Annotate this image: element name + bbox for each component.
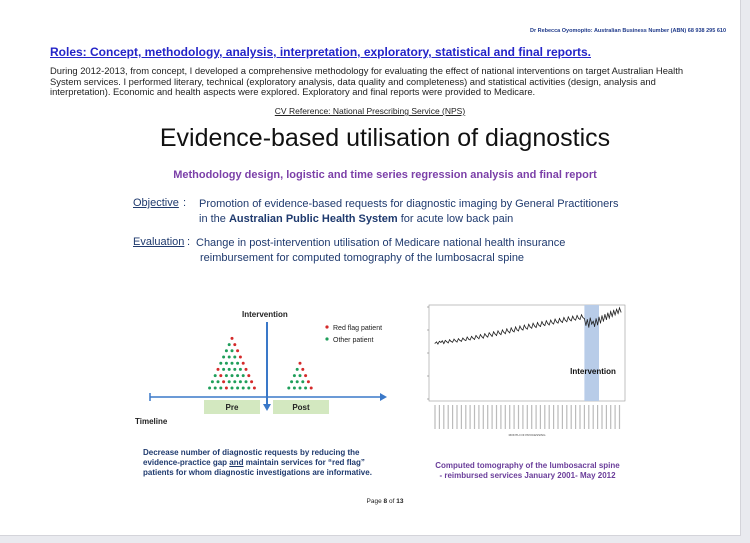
series-point [565,320,566,321]
other-patient-dot [219,387,222,390]
series-point [603,321,604,322]
other-patient-dot [296,380,299,383]
x-tick-label [456,405,457,429]
x-tick-label [606,405,607,429]
series-point [582,317,583,318]
x-tick-label [557,405,558,429]
other-patient-dot [233,356,236,359]
series-point [481,336,482,337]
other-patient-dot [231,374,234,377]
other-patient-dot [225,362,228,365]
intervention-label: Intervention [242,310,288,319]
x-tick-label [465,405,466,429]
other-patient-dot [245,380,248,383]
series-point [480,334,481,335]
diagram-caption-line-1: Decrease number of diagnostic requests by reducing the [143,448,360,457]
series-point [442,340,443,341]
series-point [552,322,553,323]
series-point [454,339,455,340]
series-point [559,318,560,319]
other-patient-dot [228,368,231,371]
other-patient-dot [231,349,234,352]
series-point [474,339,475,340]
x-tick-label [483,405,484,429]
series-point [596,318,597,319]
red-flag-patient-dot [236,349,239,352]
series-point [604,314,605,315]
red-flag-patient-dot [299,362,302,365]
x-tick-label [509,405,510,429]
series-point [533,323,534,324]
series-point [478,338,479,339]
other-patient-dot [287,387,290,390]
other-patient-dot [233,380,236,383]
series-point [521,328,522,329]
series-point [448,342,449,343]
series-point [619,307,620,308]
red-flag-patient-dot [250,380,253,383]
evaluation-line-2: reimbursement for computed tomography of the lumbosacral spine [200,252,525,264]
series-point [581,314,582,315]
red-flag-patient-dot [222,380,225,383]
x-tick-label [540,405,541,429]
series-point [451,341,452,342]
pre-label: Pre [225,403,239,412]
series-point [561,321,562,322]
x-tick-label [615,405,616,429]
x-tick-label [443,405,444,429]
x-tick-label [588,405,589,429]
evaluation-text [196,236,565,266]
series-point [514,331,515,332]
x-tick-label [474,405,475,429]
series-point [457,342,458,343]
timeline-label: Timeline [135,417,168,426]
other-patient-dot [304,387,307,390]
series-point [556,322,557,323]
x-tick-label [492,405,493,429]
x-tick-label [601,405,602,429]
series-point [435,343,436,344]
series-point [544,325,545,326]
red-flag-patient-dot [247,374,250,377]
other-patient-dot [208,387,211,390]
series-point [553,324,554,325]
other-patient-dot [239,380,242,383]
other-patient-dot [236,374,239,377]
x-tick-label [579,405,580,429]
series-point [546,320,547,321]
x-tick-label [575,405,576,429]
other-patient-dot [225,374,228,377]
red-flag-patient-dot [225,387,228,390]
other-patient-dot [228,356,231,359]
series-point [571,320,572,321]
x-tick-label [610,405,611,429]
series-point [600,323,601,324]
series-point [613,310,614,311]
other-patient-dot [239,368,242,371]
series-point [594,326,595,327]
series-point [609,318,610,319]
series-point [593,321,594,322]
series-point [483,338,484,339]
series-point [597,324,598,325]
x-tick-label [434,405,435,429]
red-flag-patient-dot [242,362,245,365]
x-tick-label [549,405,550,429]
x-tick-label [562,405,563,429]
x-tick-label [518,405,519,429]
series-point [517,329,518,330]
series-point [585,325,586,326]
other-patient-dot [219,362,222,365]
series-point [506,328,507,329]
series-point [616,309,617,310]
series-point [476,335,477,336]
x-tick-label [500,405,501,429]
series-point [621,312,622,313]
series-point [462,338,463,339]
diagram-caption-line-2 [143,458,372,468]
series-point [606,319,607,320]
series-point [599,317,600,318]
series-point [607,313,608,314]
other-patient-dot [290,380,293,383]
red-flag-patient-dot [233,343,236,346]
x-axis-ticks [434,405,620,429]
red-flag-patient-dot [301,368,304,371]
footer-page-text: Page [366,498,384,505]
series-point [587,319,588,320]
legend-red-dot [325,325,328,328]
series-point [550,320,551,321]
series-point [541,321,542,322]
other-patient-dot [242,387,245,390]
series-point [458,338,459,339]
other-patient-dot [299,374,302,377]
series-point [498,330,499,331]
objective-text-post: for acute low back pain [397,213,514,225]
series-point [525,327,526,328]
series-point [446,341,447,342]
series-point [540,326,541,327]
evaluation-colon: : [187,236,191,248]
x-tick-label [452,405,453,429]
series-point [610,311,611,312]
series-point [518,330,519,331]
series-point [502,330,503,331]
diagram-caption-line-3: patients for whom diagnostic investigations are informative. [143,468,372,477]
other-patient-dot [211,380,214,383]
series-point [527,329,528,330]
series-point [537,322,538,323]
series-point [493,331,494,332]
other-patient-dot [296,368,299,371]
series-point [590,318,591,319]
red-flag-patient-dot [307,380,310,383]
page-footer [0,498,750,505]
other-patient-dot [236,387,239,390]
roles-heading: Roles: Concept, methodology, analysis, interpretation, exploratory, statistical and final reports. [50,45,591,59]
series-point [569,319,570,320]
intervention-diagram [130,306,400,432]
series-point [449,339,450,340]
series-point [574,319,575,320]
series-point [452,342,453,343]
series-point [615,314,616,315]
series-point [511,327,512,328]
other-patient-dot [247,387,250,390]
evaluation-line-1: Change in post-intervention utilisation of Medicare national health insurance [196,237,566,249]
series-point [530,327,531,328]
series-point [495,333,496,334]
x-tick-label [448,405,449,429]
series-point [508,331,509,332]
x-tick-label [566,405,567,429]
chart-caption [435,461,620,481]
intervention-arrowhead [263,404,271,411]
series-point [618,313,619,314]
intervention-band [584,305,599,401]
x-tick-label [496,405,497,429]
series-point [555,319,556,320]
series-point [578,318,579,319]
series-point [473,338,474,339]
red-flag-patient-dot [239,356,242,359]
x-tick-label [536,405,537,429]
other-patient-dot [214,374,217,377]
x-tick-label [527,405,528,429]
series-point [487,337,488,338]
post-patient-dots [287,362,312,390]
x-tick-label [439,405,440,429]
series-point [461,341,462,342]
footer-of-text: of [387,498,397,505]
series-point [471,336,472,337]
other-patient-dot [293,387,296,390]
series-point [437,344,438,345]
series-point [484,333,485,334]
red-flag-patient-dot [245,368,248,371]
other-patient-dot [231,362,234,365]
other-patient-dot [217,380,220,383]
series-point [572,316,573,317]
x-tick-label [531,405,532,429]
caption-and-underlined: and [229,458,244,467]
series-point [515,327,516,328]
x-tick-label [487,405,488,429]
red-flag-patient-dot [304,374,307,377]
series-point [490,334,491,335]
series-point [470,339,471,340]
series-point [539,325,540,326]
series-point [443,343,444,344]
series-point [505,333,506,334]
series-point [588,327,589,328]
series-point [436,342,437,343]
caption-line-2-pre: evidence-practice gap [143,458,230,467]
series-point [492,336,493,337]
other-patient-dot [301,380,304,383]
series-point [477,337,478,338]
x-tick-label [514,405,515,429]
red-flag-patient-dot [217,368,220,371]
red-flag-patient-dot [219,374,222,377]
x-tick-label [553,405,554,429]
series-point [584,318,585,319]
chart-caption-line-1: Computed tomography of the lumbosacral spine [435,461,620,470]
red-flag-patient-dot [231,337,234,340]
series-point [524,325,525,326]
other-patient-dot [231,387,234,390]
other-patient-dot [228,380,231,383]
other-patient-dot [233,368,236,371]
x-tick-label [522,405,523,429]
series-point [534,326,535,327]
other-patient-dot [242,374,245,377]
legend-green-dot [325,337,328,340]
x-tick-label [544,405,545,429]
diagram-caption [143,448,372,478]
footer-current-page: 8 [383,498,388,505]
x-tick-label [470,405,471,429]
series-point [445,340,446,341]
header-author-abn: Dr Rebecca Oyomopito: Australian Business Number (ABN) 68 938 295 610 [529,28,726,34]
series-point [562,322,563,323]
pre-patient-dots [208,337,256,390]
slide-title: Evidence-based utilisation of diagnostics [159,124,611,152]
series-point [509,332,510,333]
series-point [528,324,529,325]
x-tick-label [584,405,585,429]
series-point [468,339,469,340]
cv-reference: CV Reference: National Prescribing Service (NPS) [274,106,466,116]
series-point [591,324,592,325]
series-point [612,316,613,317]
caption-line-2-post: maintain services for “red flag” [243,458,365,467]
series-point [440,342,441,343]
series-point [536,327,537,328]
timeline-arrowhead [380,393,387,401]
series-point [566,321,567,322]
x-tick-label [505,405,506,429]
series-point [512,330,513,331]
series-point [563,317,564,318]
x-tick-label [461,405,462,429]
red-flag-patient-dot [310,387,313,390]
other-patient-dot [222,356,225,359]
post-label: Post [292,403,310,412]
other-patient-dot [236,362,239,365]
chart-intervention-annotation: Intervention [570,367,616,376]
series-point [580,319,581,320]
chart-x-label: MONTH OF PROCESSING [508,433,546,437]
x-tick-label [478,405,479,429]
x-tick-label [593,405,594,429]
legend-red-label: Red flag patient [333,325,383,332]
series-point [558,323,559,324]
series-point [496,335,497,336]
series-point [522,330,523,331]
objective-text-bold: Australian Public Health System [228,213,398,225]
footer-total-pages: 13 [396,498,404,505]
other-patient-dot [225,349,228,352]
series-point [543,324,544,325]
evaluation-label: Evaluation [133,236,185,248]
series-point [464,339,465,340]
series-point [602,315,603,316]
series-point [489,332,490,333]
series-point [575,320,576,321]
x-tick-label [597,405,598,429]
series-point [568,316,569,317]
other-patient-dot [293,374,296,377]
series-point [439,341,440,342]
series-point [519,326,520,327]
objective-text [199,197,629,227]
other-patient-dot [222,368,225,371]
red-flag-patient-dot [253,387,256,390]
objective-label: Objective [133,197,179,209]
slide-subtitle: Methodology design, logistic and time series regression analysis and final report [173,169,597,181]
series-point [459,340,460,341]
series-point [547,323,548,324]
series-point [465,340,466,341]
series-point [503,332,504,333]
other-patient-dot [214,387,217,390]
legend-green-label: Other patient [333,337,374,344]
x-tick-label [619,405,620,429]
other-patient-dot [299,387,302,390]
series-point [549,324,550,325]
series-point [577,315,578,316]
series-point [531,328,532,329]
intro-paragraph: During 2012-2013, from concept, I developed a comprehensive methodology for evaluating the effect of national interventions on target Australian Health System services. I performed literary, technical (exploratory analysis, data quality and completeness) and statistical activities (design, analysis and interpretation). Economic and health aspects were explored. Exploratory and final reports were provided to Medicare. [50,65,684,97]
objective-text-pre: Promotion of evidence-based requests for diagnostic imaging by General Practitioners in the [199,198,619,225]
series-point [499,333,500,334]
time-series-chart [405,295,635,445]
other-patient-dot [228,343,231,346]
series-point [467,337,468,338]
chart-caption-line-2: - reimbursed services January 2001- May 2012 [439,471,616,480]
series-point [486,335,487,336]
objective-colon: : [183,197,187,209]
series-point [455,340,456,341]
x-tick-label [571,405,572,429]
series-point [500,334,501,335]
